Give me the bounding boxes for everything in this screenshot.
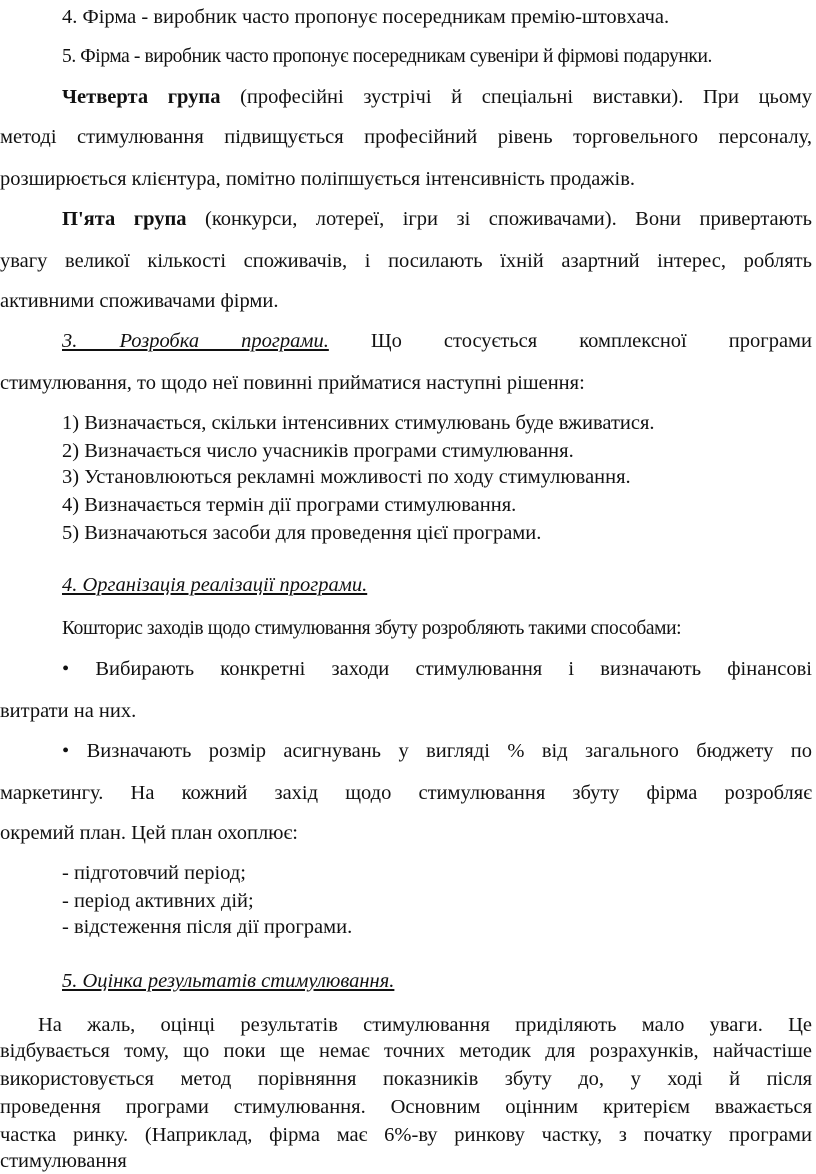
- section3-text: Що стосується комплексної програми: [328, 330, 812, 352]
- list-item-4: 4. Фірма - виробник часто пропонує посередникам премію-штовхача.: [62, 6, 670, 28]
- section5-line5: частка ринку. (Наприклад, фірма має 6%-ву ринкову частку, з початку програми: [0, 1124, 812, 1146]
- section3-line2: стимулювання, то щодо неї повинні прийматися наступні рішення:: [0, 372, 585, 394]
- section3-line1: [0, 328, 812, 354]
- section5-line6: стимулювання: [0, 1150, 127, 1172]
- section4-dash-item-3: - відстеження після дії програми.: [62, 916, 353, 938]
- group5-text: (конкурси, лотереї, ігри зі споживачами). Вони привертають: [186, 208, 812, 230]
- section4-bullet2-line2: маркетингу. На кожний захід щодо стимулювання збуту фірма розробляє: [0, 782, 812, 804]
- paragraph-group4-line1: [0, 84, 812, 110]
- section4-bullet1-line2: витрати на них.: [0, 700, 137, 722]
- section3-item-3: 3) Установлюються рекламні можливості по ходу стимулювання.: [62, 466, 631, 488]
- paragraph-group5-line1: [0, 206, 812, 232]
- paragraph-group5-line2: увагу великої кількості споживачів, і посилають їхній азартний інтерес, роблять: [0, 250, 812, 272]
- paragraph-group4-line3: розширюється клієнтура, помітно поліпшується інтенсивність продажів.: [0, 168, 636, 190]
- group5-heading: П'ята група: [62, 208, 187, 230]
- section5-line1: На жаль, оцінці результатів стимулювання приділяють мало уваги. Це: [38, 1014, 812, 1036]
- section5-heading: 5. Оцінка результатів стимулювання.: [62, 970, 395, 992]
- section5-line4: проведення програми стимулювання. Основним оцінним критерієм вважається: [0, 1096, 812, 1118]
- group4-text: (професійні зустрічі й спеціальні виставки). При цьому: [220, 86, 812, 108]
- section3-heading: 3. Розробка програми.: [62, 330, 329, 352]
- section4-dash-item-2: - період активних дій;: [62, 890, 254, 912]
- section4-dash-item-1: - підготовчий період;: [62, 862, 246, 884]
- section3-item-5: 5) Визначаються засоби для проведення цієї програми.: [62, 522, 542, 544]
- section4-bullet1-line1: • Вибирають конкретні заходи стимулювання і визначають фінансові: [62, 658, 812, 680]
- section4-bullet2-line1: • Визначають розмір асигнувань у вигляді % від загального бюджету по: [62, 740, 812, 762]
- section4-bullet2-line3: окремий план. Цей план охоплює:: [0, 822, 298, 844]
- section4-intro: Кошторис заходів щодо стимулювання збуту розробляють такими способами:: [62, 618, 682, 639]
- list-item-5: 5. Фірма - виробник часто пропонує посередникам сувеніри й фірмові подарунки.: [62, 46, 713, 67]
- section5-line3: використовується метод порівняння показників збуту до, у ході й після: [0, 1068, 812, 1090]
- section3-item-2: 2) Визначається число учасників програми стимулювання.: [62, 440, 574, 462]
- paragraph-group4-line2: методі стимулювання підвищується професійний рівень торговельного персоналу,: [0, 126, 812, 148]
- section3-item-4: 4) Визначається термін дії програми стимулювання.: [62, 494, 517, 516]
- group4-heading: Четверта група: [62, 86, 221, 108]
- section4-heading: 4. Організація реалізації програми.: [62, 574, 368, 596]
- paragraph-group5-line3: активними споживачами фірми.: [0, 290, 279, 312]
- section5-line2: відбувається тому, що поки ще немає точних методик для розрахунків, найчастіше: [0, 1040, 812, 1062]
- section3-item-1: 1) Визначається, скільки інтенсивних стимулювань буде вживатися.: [62, 412, 655, 434]
